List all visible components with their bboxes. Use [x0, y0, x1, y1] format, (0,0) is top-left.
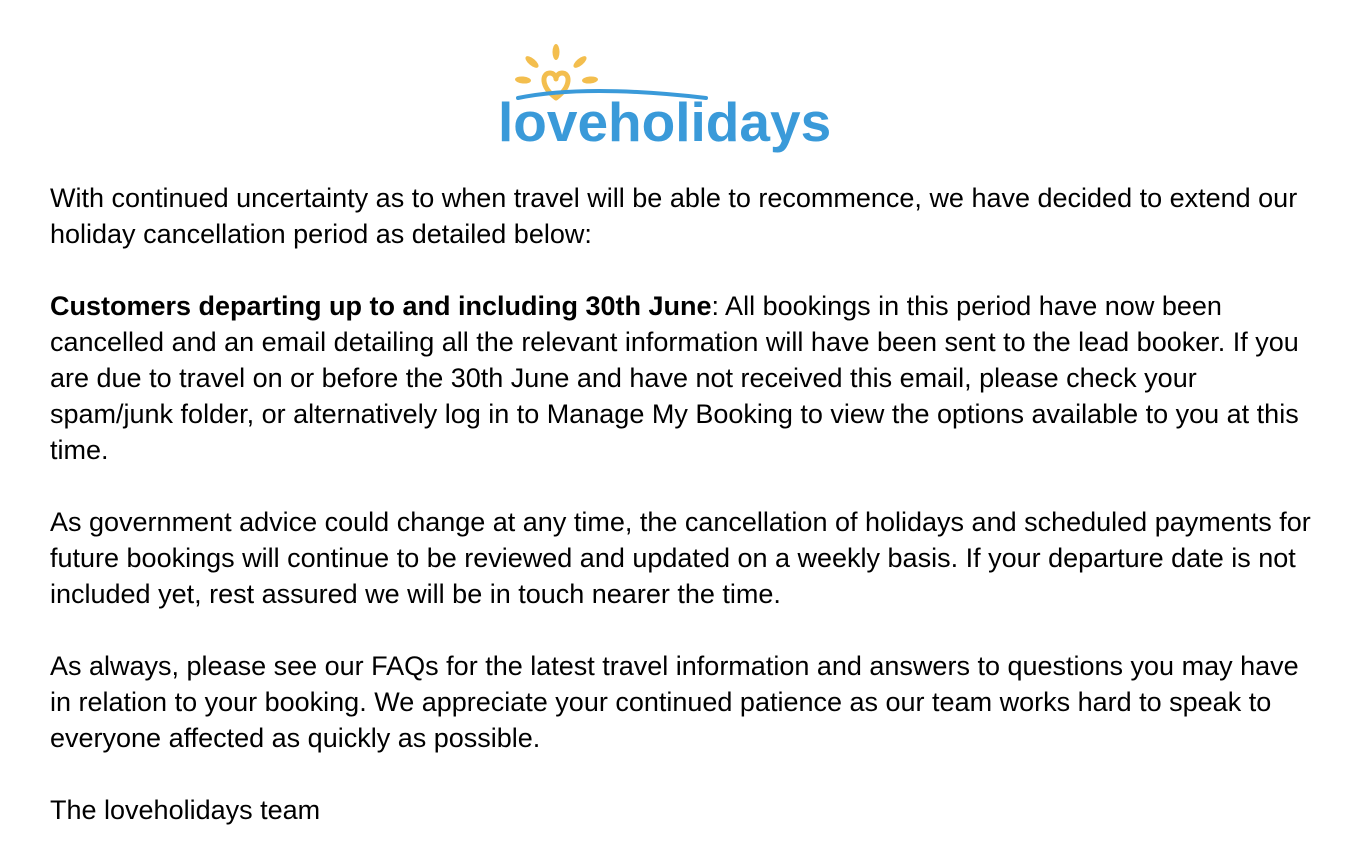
faqs-paragraph: As always, please see our FAQs for the latest travel information and answers to questions you may have in relation to your booking. We appreciate your continued patience as our team works hard to speak to everyone affected as quickly as possible. [50, 651, 1299, 753]
intro-paragraph: With continued uncertainty as to when travel will be able to recommence, we have decided to extend our holiday cancellation period as detailed below: [50, 183, 1298, 249]
customers-body: : All bookings in this period have now been cancelled and an email detailing all the relevant information will have been sent to the lead booker. If you are due to travel on or before the 30th June and have not received this email, please check your spam/junk folder, or alternatively log in to Manage My Booking to view the options available to you at this time. [50, 291, 1299, 465]
logo-wordmark: loveholidays [498, 91, 832, 153]
customers-heading: Customers departing up to and including 30th June [50, 291, 712, 321]
loveholidays-logo [496, 40, 856, 160]
signoff: The loveholidays team [50, 795, 321, 825]
email-body [50, 180, 1320, 828]
logo-graphic [496, 40, 856, 160]
government-advice-paragraph: As government advice could change at any time, the cancellation of holidays and scheduled payments for future bookings will continue to be reviewed and updated on a weekly basis. If your departure date is not included yet, rest assured we will be in touch nearer the time. [50, 507, 1311, 609]
customers-paragraph [50, 288, 1320, 468]
